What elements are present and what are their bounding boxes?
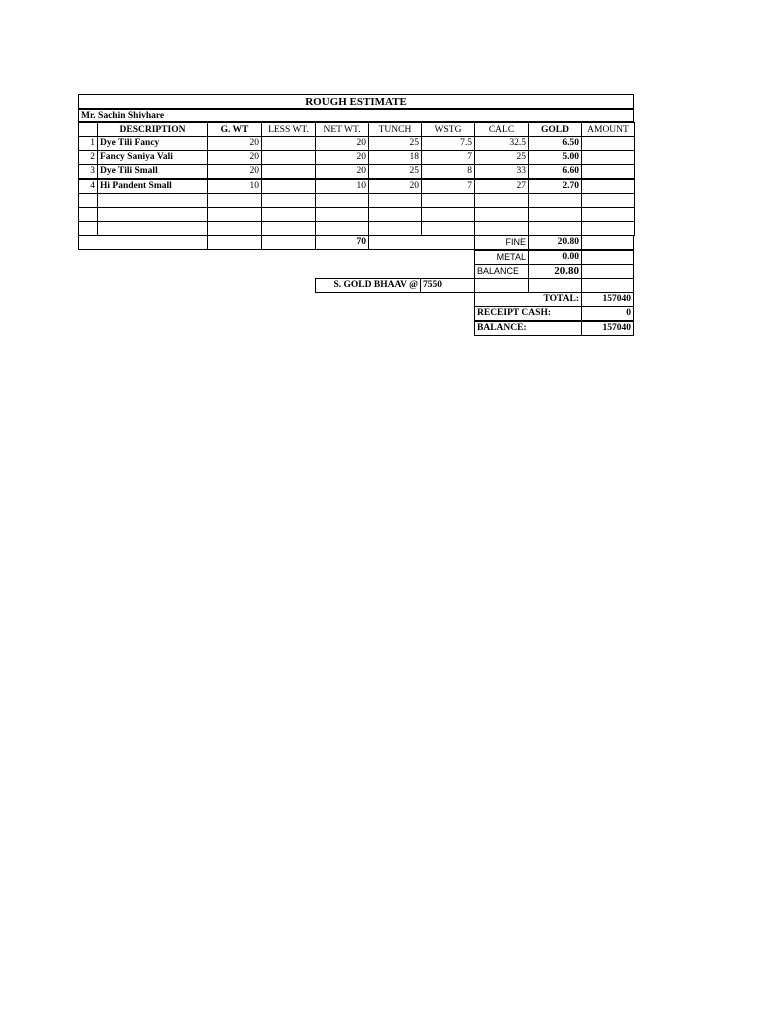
table-cell xyxy=(261,193,316,208)
header-tunch: TUNCH xyxy=(368,122,422,137)
table-cell xyxy=(368,193,422,208)
table-cell: 6.60 xyxy=(528,164,582,179)
table-cell: 4 xyxy=(78,179,98,194)
item-description: Hi Pandent Small xyxy=(97,179,208,194)
table-cell: 10 xyxy=(207,179,262,194)
header-calc: CALC xyxy=(474,122,529,137)
table-cell xyxy=(207,207,262,222)
metal-label: METAL xyxy=(474,250,529,265)
table-cell xyxy=(78,221,98,236)
gold-bhaav-blank-3 xyxy=(581,278,634,293)
header-amount: AMOUNT xyxy=(581,122,635,137)
metal-amount-blank xyxy=(581,250,634,265)
gold-bhaav-blank-2 xyxy=(528,278,582,293)
fine-label: FINE xyxy=(474,235,529,250)
item-description xyxy=(97,221,208,236)
table-cell xyxy=(528,221,582,236)
table-cell: 2 xyxy=(78,150,98,165)
table-cell xyxy=(261,136,316,151)
fine-value: 20.80 xyxy=(528,235,582,250)
item-description xyxy=(97,207,208,222)
table-cell: 3 xyxy=(78,164,98,179)
table-cell: 20 xyxy=(315,150,369,165)
header-index xyxy=(78,122,98,137)
table-cell xyxy=(261,207,316,222)
estimate-title: ROUGH ESTIMATE xyxy=(78,94,634,109)
header-g-wt: G. WT xyxy=(207,122,262,137)
table-cell: 6.50 xyxy=(528,136,582,151)
table-cell xyxy=(474,207,529,222)
table-cell xyxy=(528,207,582,222)
table-cell: 20 xyxy=(315,164,369,179)
balance-value: 20.80 xyxy=(528,264,582,279)
table-cell xyxy=(581,193,635,208)
table-cell: 7 xyxy=(421,179,475,194)
header-less-wt: LESS WT. xyxy=(261,122,316,137)
table-cell: 18 xyxy=(368,150,422,165)
table-cell xyxy=(315,221,369,236)
table-cell: 20 xyxy=(207,150,262,165)
table-cell xyxy=(421,193,475,208)
totals-mid-blank xyxy=(368,235,475,250)
table-cell xyxy=(261,164,316,179)
table-cell xyxy=(261,179,316,194)
table-cell xyxy=(78,207,98,222)
table-cell: 25 xyxy=(474,150,529,165)
table-cell xyxy=(261,221,316,236)
gold-bhaav-label: S. GOLD BHAAV @ xyxy=(315,278,421,293)
table-cell: 10 xyxy=(315,179,369,194)
table-cell xyxy=(581,221,635,236)
total-label: TOTAL: xyxy=(474,292,582,307)
table-cell: 7 xyxy=(421,150,475,165)
total-value: 157040 xyxy=(581,292,634,307)
table-cell xyxy=(421,221,475,236)
gold-bhaav-rate: 7550 xyxy=(420,278,475,293)
totals-lesswt-blank xyxy=(261,235,316,250)
table-cell xyxy=(581,207,635,222)
final-balance-label: BALANCE: xyxy=(474,321,582,336)
table-cell: 27 xyxy=(474,179,529,194)
table-cell: 2.70 xyxy=(528,179,582,194)
table-cell: 25 xyxy=(368,164,422,179)
table-cell xyxy=(368,221,422,236)
table-cell xyxy=(581,164,635,179)
table-cell xyxy=(315,207,369,222)
table-cell xyxy=(207,193,262,208)
balance-label: BALANCE xyxy=(474,264,529,279)
table-cell: 20 xyxy=(207,136,262,151)
table-cell xyxy=(581,136,635,151)
table-cell: 8 xyxy=(421,164,475,179)
table-cell: 33 xyxy=(474,164,529,179)
metal-value: 0.00 xyxy=(528,250,582,265)
table-cell: 32.5 xyxy=(474,136,529,151)
totals-blank xyxy=(78,235,208,250)
table-cell xyxy=(261,150,316,165)
item-description: Fancy Saniya Vali xyxy=(97,150,208,165)
header-gold: GOLD xyxy=(528,122,582,137)
header-wstg: WSTG xyxy=(421,122,475,137)
table-cell: 25 xyxy=(368,136,422,151)
final-balance-value: 157040 xyxy=(581,321,634,336)
table-cell xyxy=(581,179,635,194)
table-cell xyxy=(315,193,369,208)
gold-bhaav-blank-1 xyxy=(474,278,529,293)
table-cell xyxy=(474,193,529,208)
receipt-cash-value: 0 xyxy=(581,306,634,321)
totals-gwt-blank xyxy=(207,235,262,250)
table-cell: 20 xyxy=(315,136,369,151)
table-cell: 20 xyxy=(207,164,262,179)
item-description xyxy=(97,193,208,208)
receipt-cash-label: RECEIPT CASH: xyxy=(474,306,582,321)
fine-amount-blank xyxy=(581,235,634,250)
table-cell: 20 xyxy=(368,179,422,194)
table-cell: 7.5 xyxy=(421,136,475,151)
header-description: DESCRIPTION xyxy=(97,122,208,137)
table-cell xyxy=(581,150,635,165)
header-net-wt: NET WT. xyxy=(315,122,369,137)
balance-amount-blank xyxy=(581,264,634,279)
table-cell xyxy=(368,207,422,222)
table-cell xyxy=(528,193,582,208)
net-weight-total: 70 xyxy=(315,235,369,250)
item-description: Dye Tili Fancy xyxy=(97,136,208,151)
table-cell xyxy=(207,221,262,236)
item-description: Dye Tili Small xyxy=(97,164,208,179)
table-cell: 1 xyxy=(78,136,98,151)
table-cell xyxy=(421,207,475,222)
table-cell xyxy=(78,193,98,208)
customer-name: Mr. Sachin Shivhare xyxy=(78,109,634,122)
table-cell xyxy=(474,221,529,236)
table-cell: 5.00 xyxy=(528,150,582,165)
